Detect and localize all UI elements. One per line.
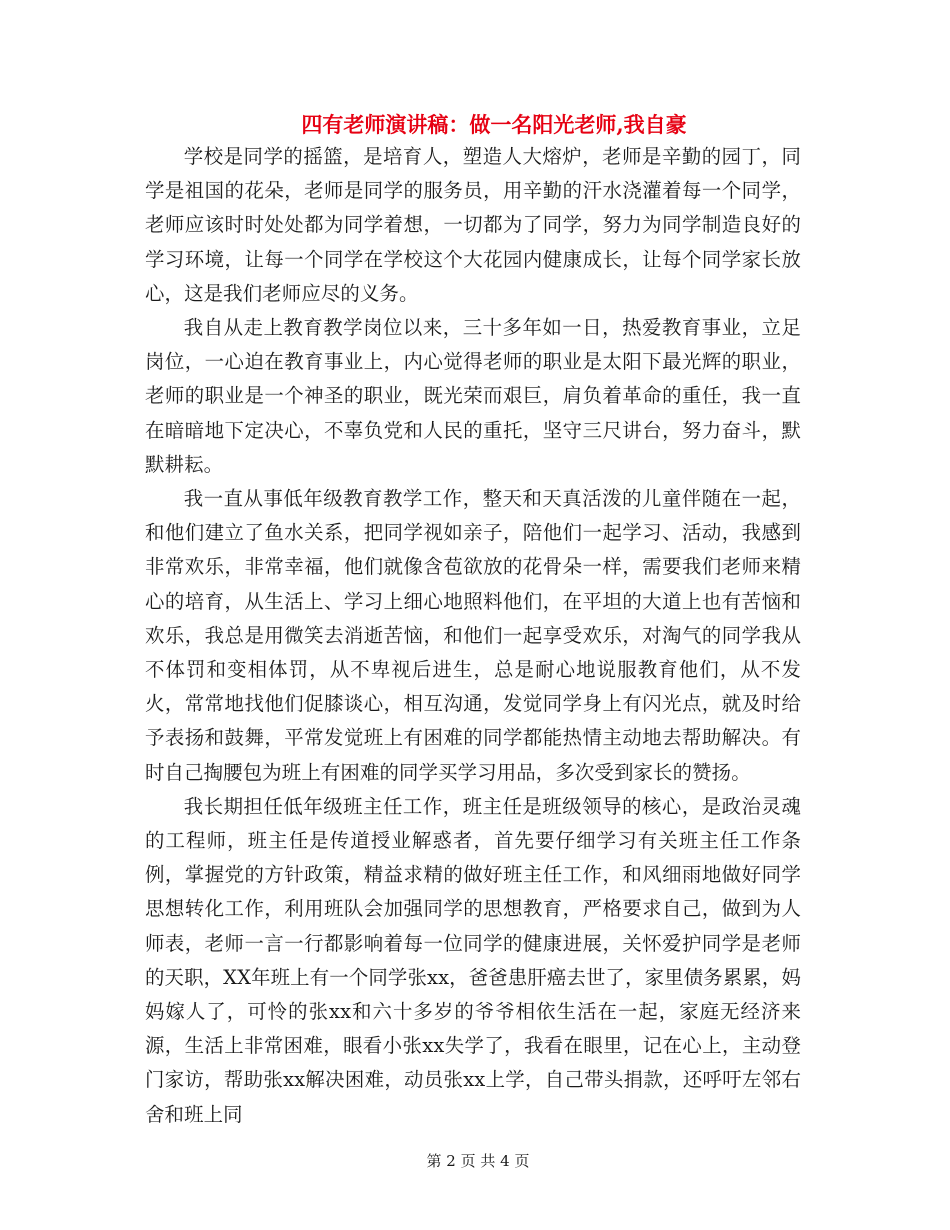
paragraph-2: 我自从走上教育教学岗位以来，三十多年如一日，热爱教育事业，立足岗位，一心迫在教育事业上，内心觉得老师的职业是太阳下最光辉的职业，老师的职业是一个神圣的职业，既光荣而艰巨，肩负着革命的重任，我一直在暗暗地下定决心，不辜负党和人民的重托，坚守三尺讲台，努力奋斗，默默耕耘。: [145, 316, 801, 476]
document-body: [145, 140, 801, 1132]
page-number-footer: 第 2 页 共 4 页: [426, 1152, 530, 1170]
paragraph-3: 我一直从事低年级教育教学工作，整天和天真活泼的儿童伴随在一起，和他们建立了鱼水关系，把同学视如亲子，陪他们一起学习、活动，我感到非常欢乐，非常幸福，他们就像含苞欲放的花骨朵一样，需要我们老师来精心的培育，从生活上、学习上细心地照料他们，在平坦的大道上也有苦恼和欢乐，我总是用微笑去消逝苦恼，和他们一起享受欢乐，对淘气的同学我从不体罚和变相体罚，从不卑视后进生，总是耐心地说服教育他们，从不发火，常常地找他们促膝谈心，相互沟通，发觉同学身上有闪光点，就及时给予表扬和鼓舞，平常发觉班上有困难的同学都能热情主动地去帮助解决。有时自己掏腰包为班上有困难的同学买学习用品，多次受到家长的赞扬。: [145, 487, 801, 784]
document-title: 四有老师演讲稿：做一名阳光老师,我自豪: [301, 112, 687, 137]
paragraph-1: 学校是同学的摇篮，是培育人，塑造人大熔炉，老师是辛勤的园丁，同学是祖国的花朵，老师是同学的服务员，用辛勤的汗水浇灌着每一个同学，老师应该时时处处都为同学着想，一切都为了同学，努力为同学制造良好的学习环境，让每一个同学在学校这个大花园内健康成长，让每个同学家长放心，这是我们老师应尽的义务。: [145, 145, 801, 305]
paragraph-4: 我长期担任低年级班主任工作，班主任是班级领导的核心，是政治灵魂的工程师，班主任是传道授业解惑者，首先要仔细学习有关班主任工作条例，掌握党的方针政策，精益求精的做好班主任工作，和风细雨地做好同学思想转化工作，利用班队会加强同学的思想教育，严格要求自己，做到为人师表，老师一言一行都影响着每一位同学的健康进展，关怀爱护同学是老师的天职，XX年班上有一个同学张xx，爸爸患肝癌去世了，家里债务累累，妈妈嫁人了，可怜的张xx和六十多岁的爷爷相依生活在一起，家庭无经济来源，生活上非常困难，眼看小张xx失学了，我看在眼里，记在心上，主动登门家访，帮助张xx解决困难，动员张xx上学，自己带头捐款，还呼吁左邻右舍和班上同: [145, 794, 801, 1126]
